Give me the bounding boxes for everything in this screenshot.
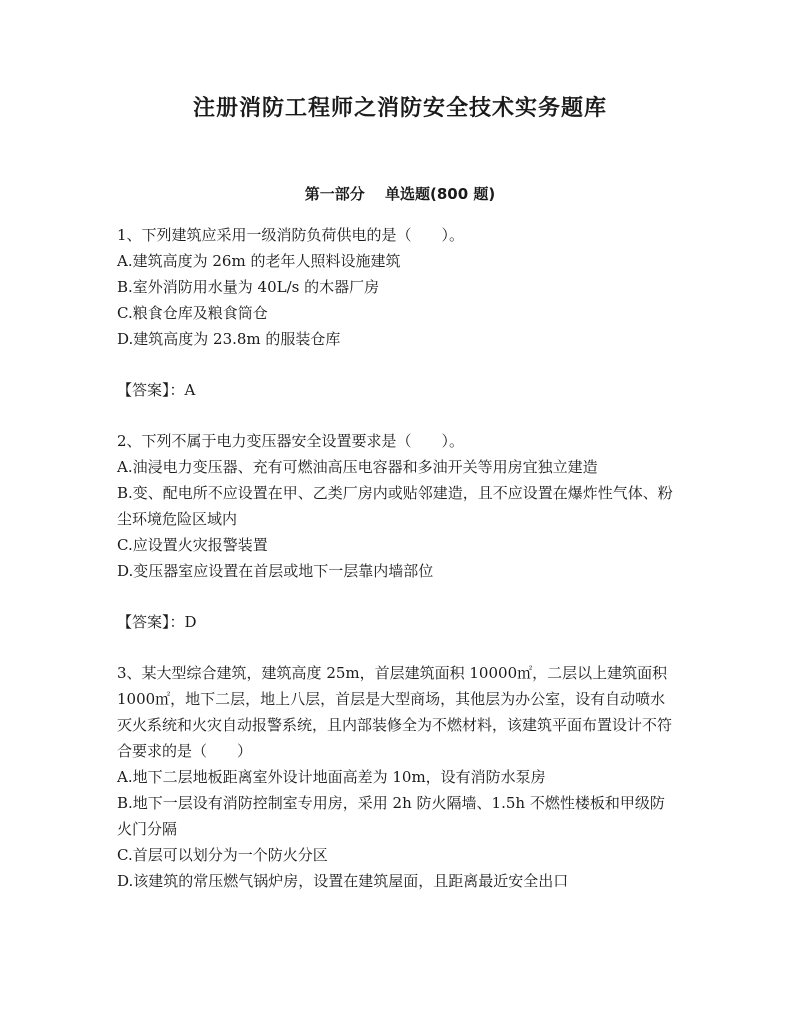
option-c: C.粮食仓库及粮食筒仓 <box>117 304 268 322</box>
question-2 <box>117 428 677 660</box>
option-b: B.变、配电所不应设置在甲、乙类厂房内或贴邻建造，且不应设置在爆炸性气体、粉尘环境危险区域内 <box>117 484 673 528</box>
option-d: D.变压器室应设置在首层或地下一层靠内墙部位 <box>117 562 434 580</box>
option-d: D.该建筑的常压燃气锅炉房，设置在建筑屋面，且距离最近安全出口 <box>117 872 569 890</box>
option-c: C.首层可以划分为一个防火分区 <box>117 846 328 864</box>
question-stem: 1、下列建筑应采用一级消防负荷供电的是（ ）。 <box>117 226 465 244</box>
question-1 <box>117 222 677 428</box>
option-a: A.地下二层地板距离室外设计地面高差为 10m，设有消防水泵房 <box>117 768 546 786</box>
section-heading: 第一部分 单选题(800 题) <box>304 185 496 203</box>
answer-line: 【答案】：A <box>117 381 196 399</box>
answer-line: 【答案】：D <box>117 613 197 631</box>
question-stem: 2、下列不属于电力变压器安全设置要求是（ ）。 <box>117 432 465 450</box>
question-stem: 3、某大型综合建筑，建筑高度 25m，首层建筑面积 10000㎡，二层以上建筑面积 1000㎡，地下二层，地上八层，首层是大型商场，其他层为办公室，设有自动喷水灭火系统和火灾自动报警系统，且内部装修全为不燃材料，该建筑平面布置设计不符合要求的是（ ） <box>117 664 673 760</box>
option-d: D.建筑高度为 23.8m 的服装仓库 <box>117 330 341 348</box>
option-b: B.室外消防用水量为 40L/s 的木器厂房 <box>117 278 380 296</box>
option-b: B.地下一层设有消防控制室专用房，采用 2h 防火隔墙、1.5h 不燃性楼板和甲级防火门分隔 <box>117 794 665 838</box>
option-c: C.应设置火灾报警装置 <box>117 536 268 554</box>
option-a: A.建筑高度为 26m 的老年人照料设施建筑 <box>117 252 401 270</box>
question-list <box>117 222 677 894</box>
option-a: A.油浸电力变压器、充有可燃油高压电容器和多油开关等用房宜独立建造 <box>117 458 598 476</box>
document-title: 注册消防工程师之消防安全技术实务题库 <box>192 96 607 121</box>
question-3 <box>117 660 677 894</box>
